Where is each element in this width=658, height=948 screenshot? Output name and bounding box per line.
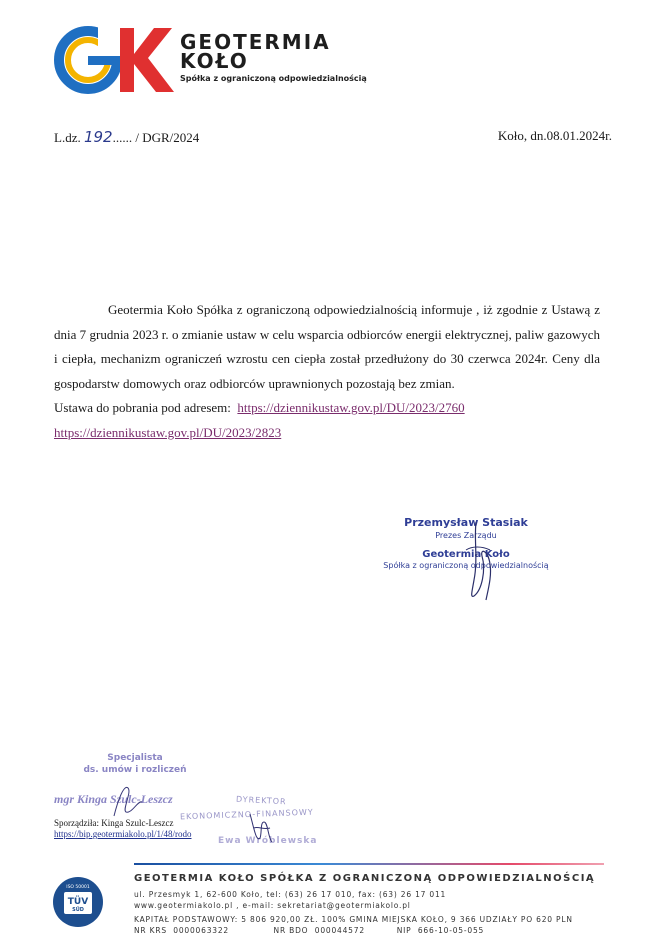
tuv-top-text: ISO 50001 <box>66 885 90 890</box>
director-title: DYREKTOR <box>235 794 287 807</box>
law-link-2823[interactable]: https://dziennikustaw.gov.pl/DU/2023/2823 <box>54 424 282 440</box>
reference-number <box>54 128 199 146</box>
footer-address: ul. Przesmyk 1, 62-600 Koło, tel: (63) 26 17 010, fax: (63) 26 17 011 <box>134 890 447 899</box>
main-paragraph: Geotermia Koło Spółka z ograniczoną odpowiedzialnością informuje , iż zgodnie z Ustawą z dnia 7 grudnia 2023 r. o zmianie ustaw w celu wsparcia odbiorców energii elektrycznej, paliw gazowych i ciepła, mechanizm ograniczeń wzrostu cen ciepła został przedłużony do 30 czerwca 2024r. Ceny dla gospodarstw domowych oraz odbiorców uprawnionych pozostają bez zmian. <box>54 302 600 391</box>
signer-role: Prezes Zarządu <box>435 531 497 540</box>
reference-prefix: L.dz. <box>54 130 81 145</box>
brand-name-line1: GEOTERMIA <box>180 30 331 54</box>
signer-name: Przemysław Stasiak <box>404 516 528 529</box>
specialist-title: Specjalista <box>107 753 163 763</box>
tuv-sub-text: SÜD <box>72 907 84 913</box>
footer <box>134 872 595 936</box>
download-label: Ustawa do pobrania pod adresem: <box>54 400 231 415</box>
rodo-link[interactable]: https://bip.geotermiakolo.pl/1/48/rodo <box>54 829 192 839</box>
tuv-certificate-icon <box>52 876 104 928</box>
specialist-stamp <box>80 752 190 776</box>
company-logo <box>54 26 384 96</box>
prepared-by <box>54 818 192 840</box>
download-line <box>54 396 600 421</box>
letter-date: Koło, dn.08.01.2024r. <box>497 128 612 143</box>
specialist-name: mgr Kinga Szulc-Leszcz <box>54 792 173 806</box>
gk-logo-icon <box>54 26 178 96</box>
signer-company-subtitle: Spółka z ograniczoną odpowiedzialnością <box>383 561 549 570</box>
signer-company: Geotermia Koło <box>422 549 510 560</box>
download-line-2 <box>54 421 600 446</box>
law-link-2760[interactable]: https://dziennikustaw.gov.pl/DU/2023/2760 <box>237 400 465 415</box>
brand-subtitle: Spółka z ograniczoną odpowiedzialnością <box>180 74 367 83</box>
footer-registry: NR KRS 0000063322 NR BDO 000044572 NIP 666-10-05-055 <box>134 925 485 935</box>
director-name: Ewa Wróblewska <box>218 836 318 846</box>
handwritten-number: 192 <box>83 128 113 146</box>
preparer-signature-icon <box>108 780 148 820</box>
prepared-by-label: Sporządziła: Kinga Szulc-Leszcz <box>54 818 174 828</box>
footer-company: GEOTERMIA KOŁO SPÓŁKA Z OGRANICZONĄ ODPOWIEDZIALNOŚCIĄ <box>134 873 596 884</box>
reference-suffix: / DGR/2024 <box>135 130 200 145</box>
director-signature-icon <box>246 808 276 848</box>
tuv-text: TÜV <box>67 897 89 907</box>
specialist-dept: ds. umów i rozliczeń <box>83 765 187 775</box>
footer-capital: KAPITAŁ PODSTAWOWY: 5 806 920,00 ZŁ. 100% GMINA MIEJSKA KOŁO, 9 366 UDZIAŁY PO 620 PLN <box>134 915 573 924</box>
brand-name-line2: KOŁO <box>180 49 249 73</box>
handwritten-signature-icon <box>452 520 502 602</box>
letter-body <box>54 298 600 445</box>
footer-web: www.geotermiakolo.pl , e-mail: sekretariat@geotermiakolo.pl <box>134 900 411 910</box>
reference-dots: ...... <box>112 130 133 145</box>
footer-divider <box>134 863 604 865</box>
director-dept: EKONOMICZNO-FINANSOWY <box>179 807 314 822</box>
